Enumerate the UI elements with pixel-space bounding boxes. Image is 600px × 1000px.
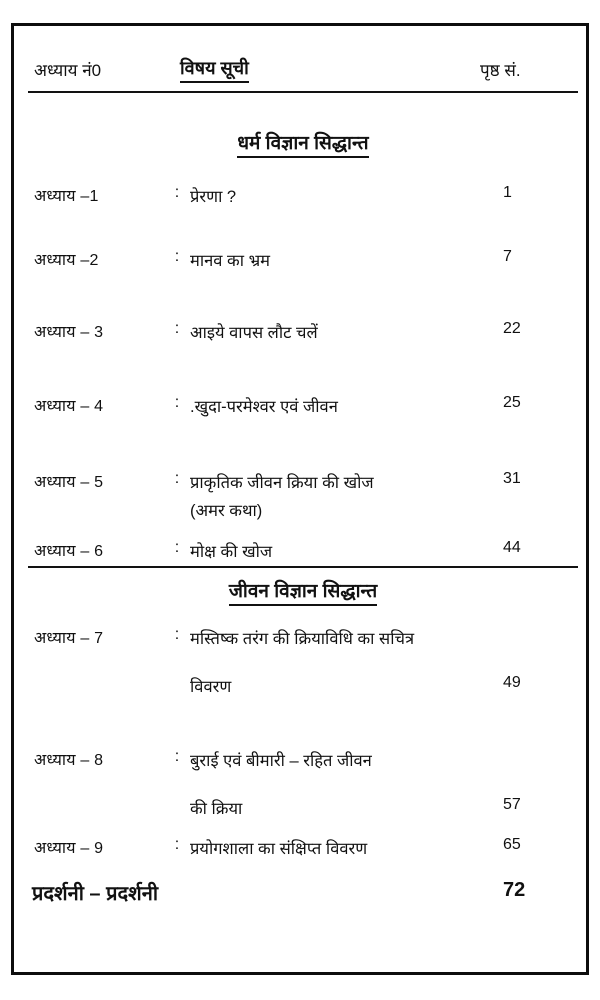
- entry-title[interactable]: मानव का भ्रम: [190, 252, 271, 270]
- colon-separator: :: [174, 836, 180, 853]
- colon-separator: :: [174, 320, 180, 337]
- entry-title[interactable]: प्राकृतिक जीवन क्रिया की खोज: [190, 474, 374, 492]
- colon-separator: :: [174, 394, 180, 411]
- header-divider: [28, 91, 578, 93]
- header-subject-list: विषय सूची: [180, 56, 249, 83]
- chapter-label: अध्याय – 7: [34, 630, 104, 647]
- entry-page-number: 25: [503, 394, 521, 411]
- header-chapter-number: अध्याय नं0: [34, 61, 102, 80]
- chapter-label: अध्याय – 5: [34, 474, 104, 491]
- chapter-label: अध्याय –1: [34, 188, 99, 205]
- colon-separator: :: [174, 748, 180, 765]
- entry-page-number: 31: [503, 470, 521, 487]
- entry-page-number: 7: [503, 248, 512, 265]
- section-heading-text: जीवन विज्ञान सिद्धान्त: [229, 581, 377, 606]
- colon-separator: :: [174, 248, 180, 265]
- entry-title[interactable]: प्रेरणा ?: [190, 188, 237, 206]
- entry-subtitle: की क्रिया: [190, 800, 243, 818]
- section-heading-dharma-vigyan: [14, 129, 592, 155]
- exhibition-label[interactable]: प्रदर्शनी – प्रदर्शनी: [32, 883, 158, 905]
- entry-title[interactable]: मोक्ष की खोज: [190, 543, 273, 561]
- header-page-number: पृष्ठ सं.: [480, 61, 521, 80]
- page-border: [11, 23, 589, 975]
- chapter-label: अध्याय – 6: [34, 543, 104, 560]
- colon-separator: :: [174, 626, 180, 643]
- exhibition-page-number: 72: [503, 879, 526, 901]
- chapter-label: अध्याय – 3: [34, 324, 104, 341]
- section-heading-jeevan-vigyan: [14, 577, 592, 603]
- chapter-label: अध्याय – 4: [34, 398, 104, 415]
- colon-separator: :: [174, 539, 180, 556]
- entry-title[interactable]: बुराई एवं बीमारी – रहित जीवन: [190, 752, 372, 770]
- entry-title[interactable]: आइये वापस लौट चलें: [190, 324, 318, 342]
- toc-content: [14, 26, 592, 978]
- colon-separator: :: [174, 184, 180, 201]
- entry-page-number: 22: [503, 320, 521, 337]
- colon-separator: :: [174, 470, 180, 487]
- entry-subtitle: (अमर कथा): [190, 502, 263, 520]
- toc-column-headers: [14, 58, 592, 92]
- entry-page-number: 1: [503, 184, 512, 201]
- entry-subtitle: विवरण: [190, 678, 232, 696]
- chapter-label: अध्याय – 9: [34, 840, 104, 857]
- chapter-label: अध्याय –2: [34, 252, 99, 269]
- entry-title[interactable]: .खुदा-परमेश्वर एवं जीवन: [190, 398, 338, 416]
- chapter-label: अध्याय – 8: [34, 752, 104, 769]
- entry-page-number: 65: [503, 836, 521, 853]
- entry-title[interactable]: प्रयोगशाला का संक्षिप्त विवरण: [190, 840, 368, 858]
- entry-page-number: 44: [503, 539, 521, 556]
- entry-page-number: 49: [503, 674, 521, 691]
- section-heading-text: धर्म विज्ञान सिद्धान्त: [237, 133, 368, 158]
- entry-page-number: 57: [503, 796, 521, 813]
- entry-title[interactable]: मस्तिष्क तरंग की क्रियाविधि का सचित्र: [190, 630, 415, 648]
- section-divider: [28, 566, 578, 568]
